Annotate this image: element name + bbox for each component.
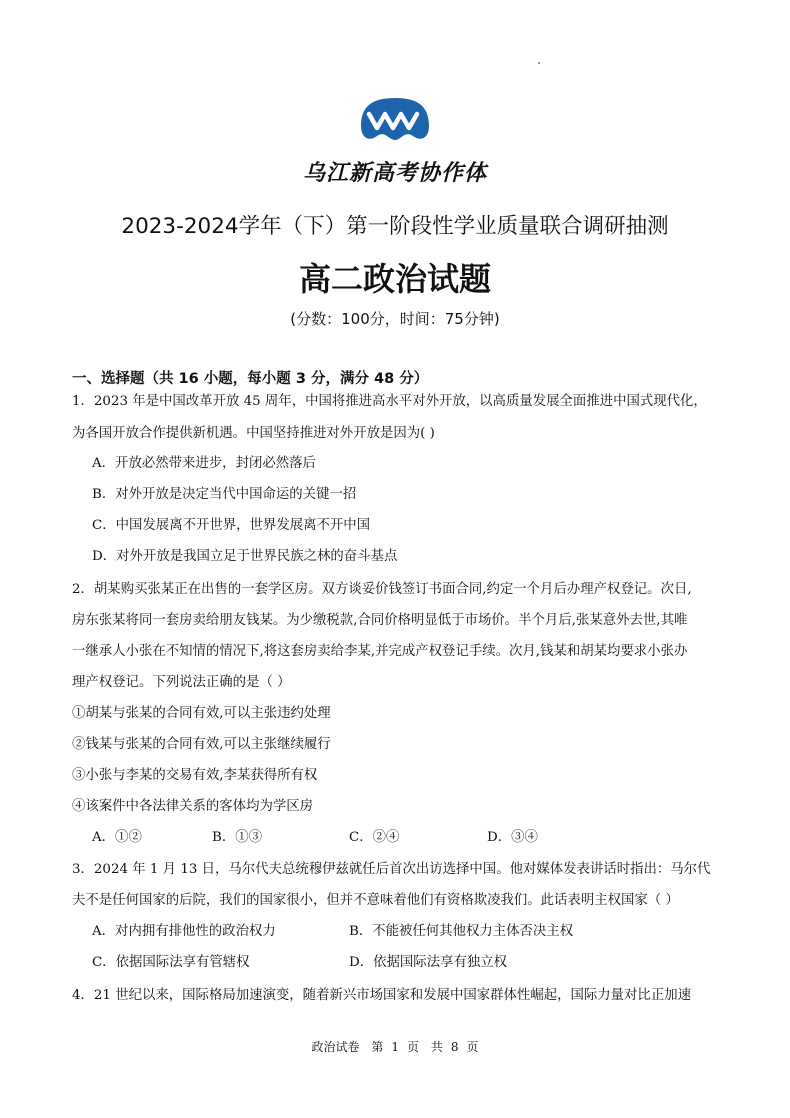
q2-option-b: B．①③ — [212, 830, 263, 845]
q2-statement-3: ③小张与李某的交易有效,李某获得所有权 — [72, 768, 318, 783]
q1-option-d: D．对外开放是我国立足于世界民族之林的奋斗基点 — [92, 549, 398, 564]
q2-option-d: D．③④ — [487, 830, 538, 845]
q2-stem-line1: 2．胡某购买张某正在出售的一套学区房。双方谈妥价钱签订书面合同,约定一个月后办理产权登记。次日, — [72, 582, 692, 597]
q3-option-a: A．对内拥有排他性的政治权力 — [92, 924, 276, 939]
q2-stem-line4: 理产权登记。下列说法正确的是（ ） — [72, 675, 291, 690]
exam-subtitle: 2023-2024学年（下）第一阶段性学业质量联合调研抽测 — [121, 214, 669, 239]
q4-stem-line1: 4．21 世纪以来，国际格局加速演变，随着新兴市场国家和发展中国家群体性崛起，国际力量对比正加速 — [72, 988, 691, 1003]
q3-stem-line1: 3．2024 年 1 月 13 日，马尔代夫总统穆伊兹就任后首次出访选择中国。他对媒体发表讲话时指出：马尔代 — [72, 862, 711, 877]
logo-text: 乌江新高考协作体 — [302, 161, 487, 186]
footer-total-prefix: 共 — [430, 1040, 443, 1054]
footer-page-suffix: 页 — [406, 1040, 419, 1054]
q2-statement-4: ④该案件中各法律关系的客体均为学区房 — [72, 799, 314, 814]
footer-page-prefix: 第 — [371, 1040, 384, 1054]
footer-total-suffix: 页 — [466, 1040, 479, 1054]
organization-logo — [355, 96, 435, 146]
q3-stem-line2: 夫不是任何国家的后院，我们的国家很小，但并不意味着他们有资格欺凌我们。此话表明主权国家（ ） — [72, 893, 679, 908]
q3-option-d: D．依据国际法享有独立权 — [349, 955, 508, 970]
footer-label: 政治试卷 — [311, 1040, 360, 1054]
q2-statement-2: ②钱某与张某的合同有效,可以主张继续履行 — [72, 737, 331, 752]
q3-option-b: B．不能被任何其他权力主体否决主权 — [349, 924, 574, 939]
q1-stem-line2: 为各国开放合作提供新机遇。中国坚持推进对外开放是因为( ) — [72, 426, 435, 441]
q1-option-a: A．开放必然带来进步，封闭必然落后 — [92, 456, 316, 471]
q2-option-a: A．①② — [92, 830, 142, 845]
q1-option-b: B．对外开放是决定当代中国命运的关键一招 — [92, 487, 357, 502]
exam-meta: (分数：100分，时间：75分钟) — [290, 310, 500, 328]
section-heading: 一、选择题（共 16 小题，每小题 3 分，满分 48 分） — [72, 371, 429, 387]
footer-page-number: 1 — [391, 1040, 399, 1054]
q2-statement-1: ①胡某与张某的合同有效,可以主张违约处理 — [72, 706, 331, 721]
q1-stem-line1: 1．2023 年是中国改革开放 45 周年，中国将推进高水平对外开放，以高质量发展全面推进中国式现代化， — [72, 394, 707, 409]
exam-title: 高二政治试题 — [298, 260, 491, 298]
q2-stem-line2: 房东张某将同一套房卖给朋友钱某。为少缴税款,合同价格明显低于市场价。半个月后,张某意外去世,其唯 — [72, 613, 688, 628]
q3-option-c: C．依据国际法享有管辖权 — [92, 955, 250, 970]
q1-option-c: C．中国发展离不开世界，世界发展离不开中国 — [92, 518, 371, 533]
q2-option-c: C．②④ — [349, 830, 400, 845]
page-footer — [0, 1038, 790, 1055]
footer-total-pages: 8 — [450, 1040, 459, 1054]
speck — [538, 62, 540, 64]
q2-stem-line3: 一继承人小张在不知情的情况下,将这套房卖给李某,并完成产权登记手续。次月,钱某和胡某均要求小张办 — [72, 644, 688, 659]
